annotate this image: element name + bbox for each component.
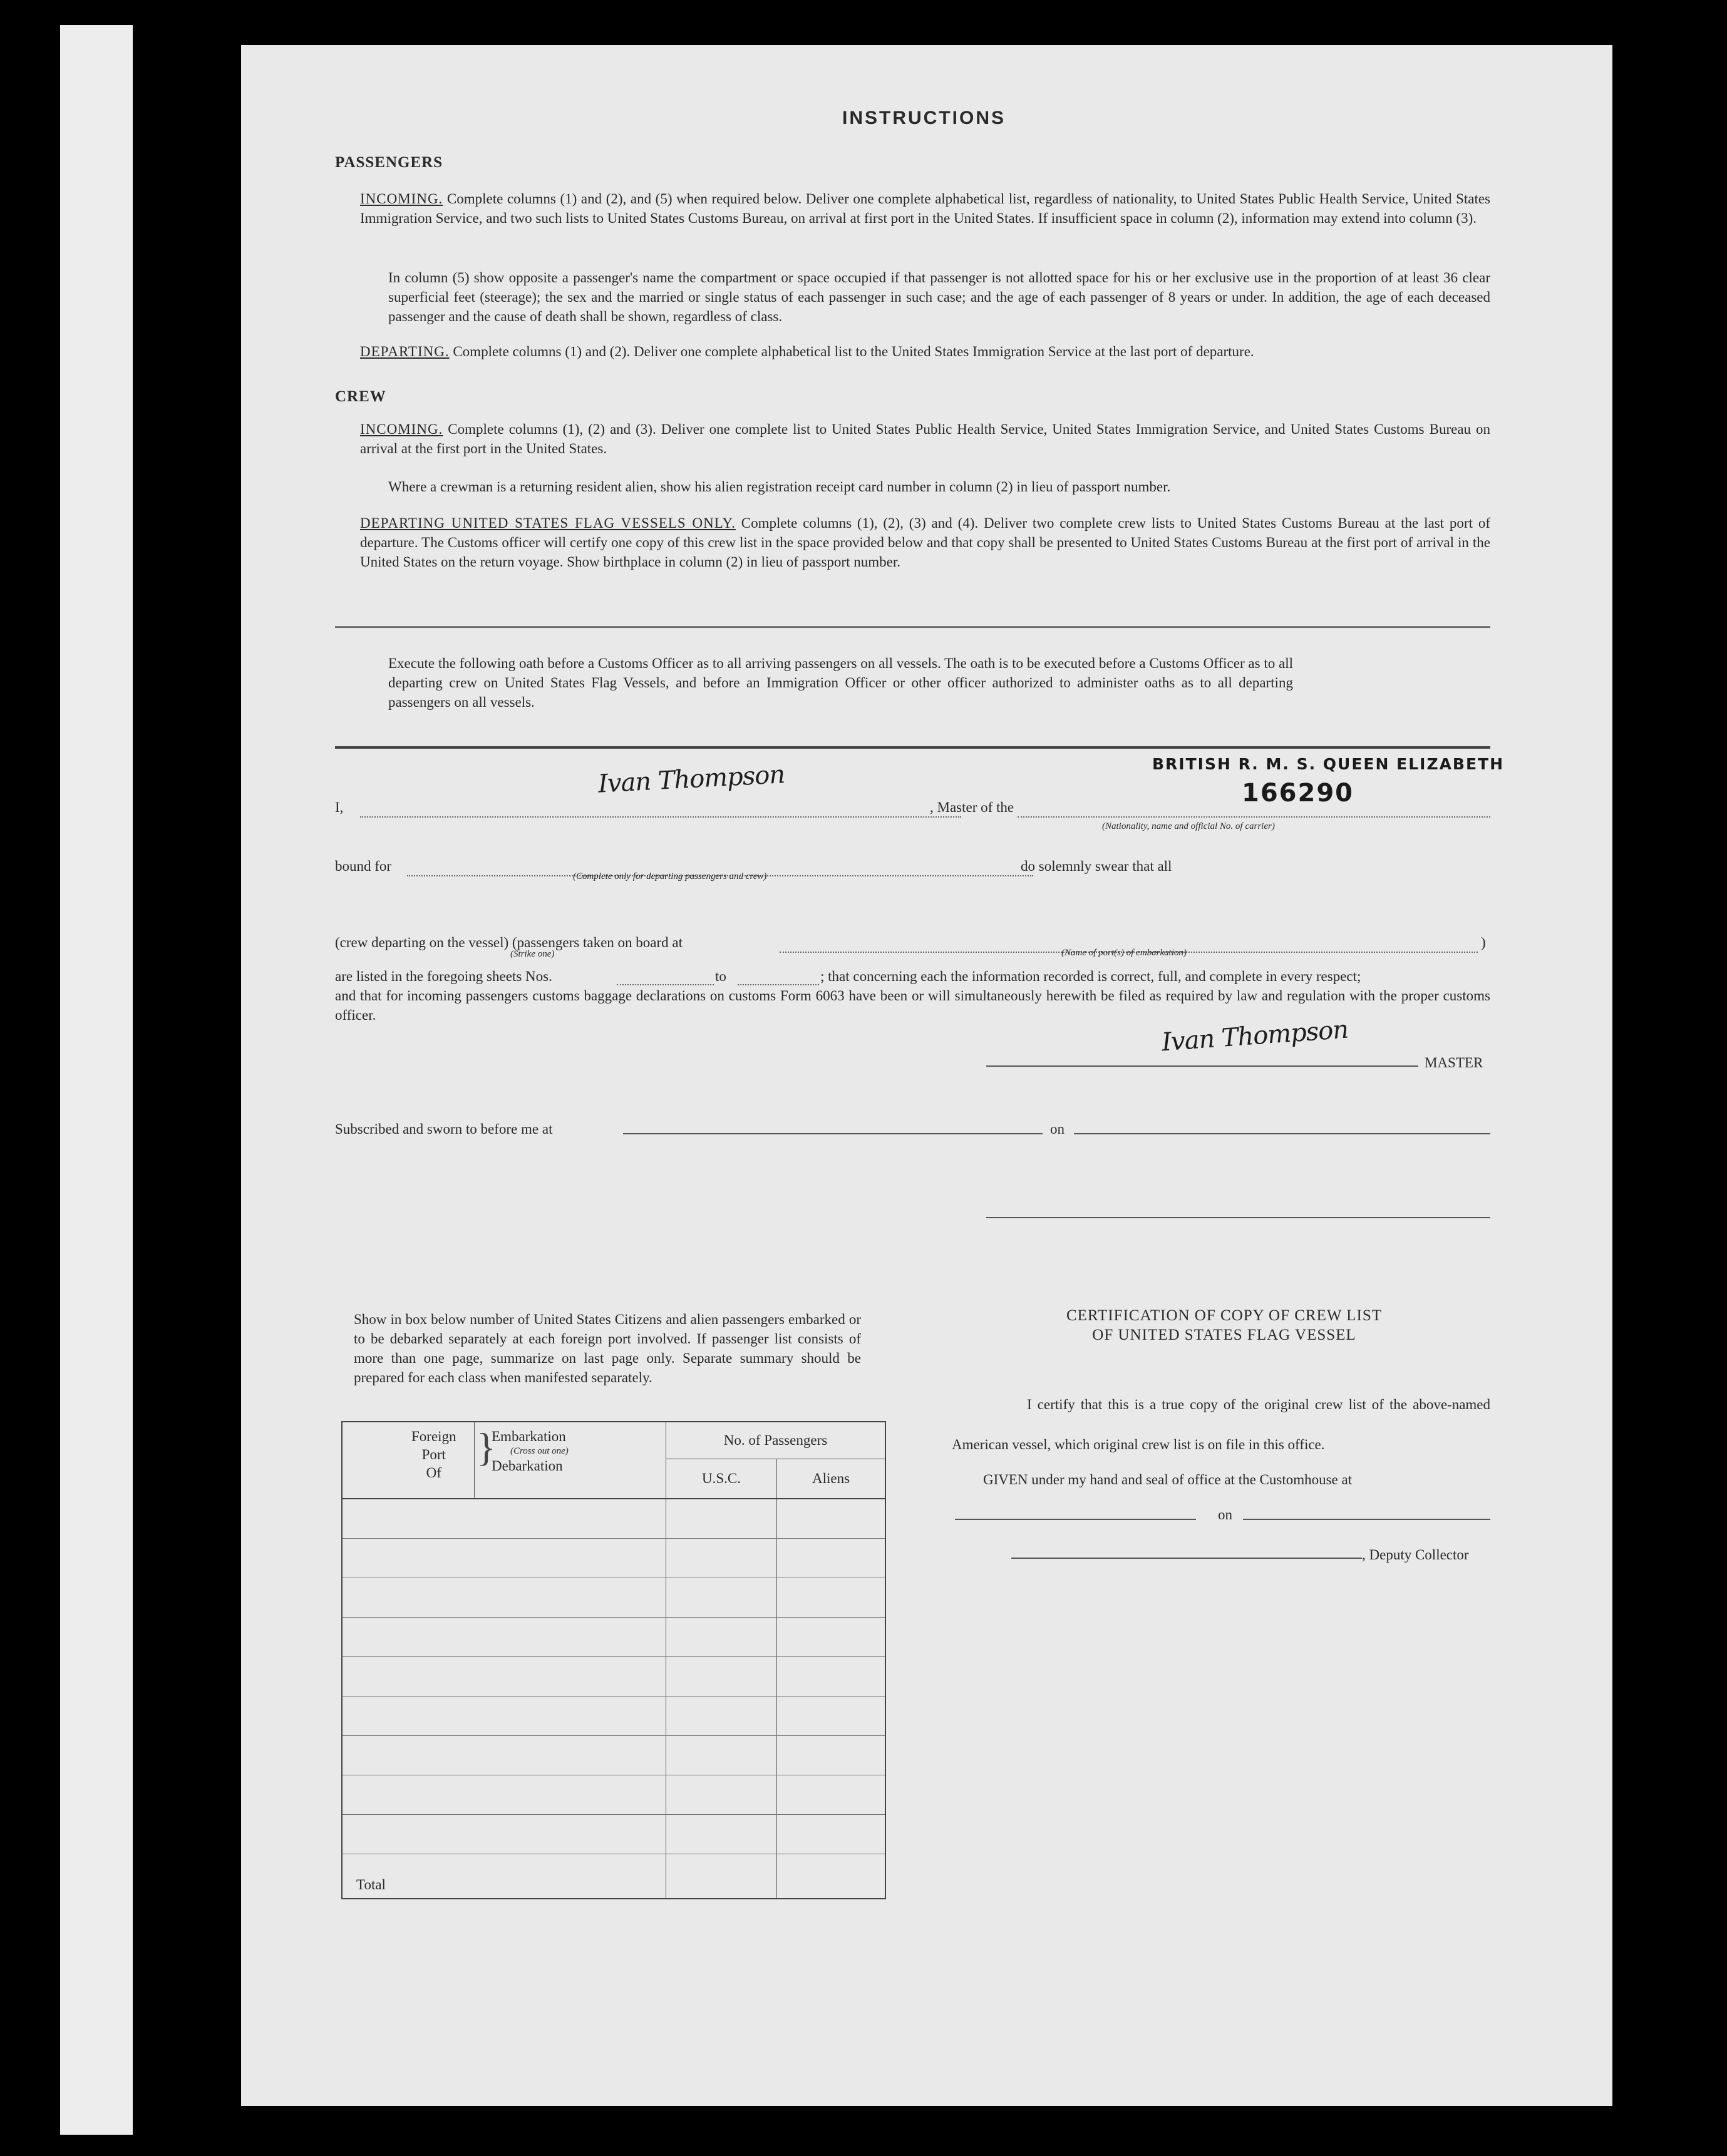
swear-text: do solemnly swear that all <box>1021 858 1172 874</box>
subscribed-text: Subscribed and sworn to before me at <box>335 1121 553 1137</box>
vessel-caption: (Nationality, name and official No. of carrier) <box>1102 821 1275 831</box>
summary-brace: } <box>477 1425 496 1469</box>
crew-departing-text: (crew departing on the vessel) (passengers taken on board at <box>335 935 683 950</box>
master-of-label: , Master of the <box>930 799 1014 815</box>
summary-table-row <box>342 1539 885 1578</box>
summary-table-row <box>342 1618 885 1657</box>
summary-usc-header: U.S.C. <box>666 1459 777 1499</box>
passengers-incoming-paragraph <box>360 189 1490 228</box>
summary-table-row <box>342 1736 885 1775</box>
summary-debarkation-label: Debarkation <box>492 1458 563 1474</box>
subscribed-on-line <box>1074 1133 1490 1134</box>
crew-departing-text: Complete columns (1), (2), (3) and (4). Deliver two complete crew lists to United States Customs Bureau at the last port of departure. The Customs officer will certify one copy of this crew list in the space provided below and that copy shall be presented to United States Customs Bureau at the first port of arrival in the United States on the return voyage. Show birthplace in column (2) in lieu of passport number. <box>360 515 1491 570</box>
document-page <box>241 45 1612 2106</box>
oath-divider <box>335 746 1490 749</box>
passengers-incoming-text: Complete columns (1) and (2), and (5) when required below. Deliver one complete alphabetical list, regardless of nationality, to United States Public Health Service, United States Immigration Service, and two such lists to United States Customs Bureau, on arrival at first port in the United States. If insufficient space in column (2), information may extend into column (3). <box>360 191 1491 226</box>
film-strip-margin <box>60 25 133 2135</box>
sheets-to-label: to <box>715 968 726 984</box>
crew-incoming-lead: INCOMING. <box>360 421 443 437</box>
certification-title-line-1: CERTIFICATION OF COPY OF CREW LIST <box>1066 1307 1383 1324</box>
certification-date-line <box>1243 1519 1490 1520</box>
passenger-summary-table <box>341 1421 886 1899</box>
oath-i-label: I, <box>335 799 344 815</box>
deputy-collector-label: , Deputy Collector <box>1362 1547 1469 1563</box>
sheets-to-line <box>738 984 819 985</box>
summary-cross-out-caption: (Cross out one) <box>510 1446 569 1456</box>
summary-table-header-row <box>342 1422 885 1459</box>
passengers-heading: PASSENGERS <box>335 154 443 171</box>
summary-embarkation-label: Embarkation <box>492 1429 566 1444</box>
summary-table-row <box>342 1775 885 1815</box>
summary-port-foreign: Foreign <box>411 1429 456 1444</box>
crew-departing-paragraph <box>360 513 1490 572</box>
listed-sheets-text: are listed in the foregoing sheets Nos. <box>335 968 552 984</box>
certification-given-text: GIVEN under my hand and seal of office at the Customhouse at <box>983 1472 1353 1487</box>
subscribed-at-line <box>623 1133 1043 1134</box>
customhouse-line <box>955 1519 1196 1520</box>
certification-on-label: on <box>1218 1507 1232 1522</box>
officer-signature-line <box>986 1217 1490 1218</box>
summary-port-header <box>342 1422 569 1499</box>
master-name-signature: Ivan Thompson <box>597 760 786 799</box>
summary-port-of: Of <box>426 1465 441 1481</box>
embarkation-close-paren: ) <box>1481 935 1486 950</box>
summary-note: Show in box below number of United States Citizens and alien passengers embarked or to be debarked separately at each foreign port involved. If passenger list consists of more than one page, summarize on last page only. Separate summary should be prepared for each class when manifested separately. <box>354 1312 861 1385</box>
summary-total-label: Total <box>342 1854 666 1899</box>
summary-table-row <box>342 1657 885 1697</box>
bound-for-label: bound for <box>335 858 392 874</box>
certification-title-line-2: OF UNITED STATES FLAG VESSEL <box>1092 1327 1356 1343</box>
vessel-line <box>1018 816 1490 818</box>
subscribed-on-label: on <box>1050 1121 1065 1137</box>
summary-table-row <box>342 1697 885 1736</box>
baggage-declaration-text: and that for incoming passengers customs baggage declarations on customs Form 6063 have been or will simultaneously herewith be filed as required by law and regulation with the proper customs officer. <box>335 988 1490 1023</box>
bound-for-caption: (Complete only for departing passengers and crew) <box>573 871 767 881</box>
summary-aliens-header: Aliens <box>777 1459 886 1499</box>
crew-resident-paragraph: Where a crewman is a returning resident alien, show his alien registration receipt card number in column (2) in lieu of passport number. <box>388 479 1171 495</box>
section-divider <box>335 626 1490 628</box>
master-name-line <box>360 816 961 818</box>
summary-table-row <box>342 1578 885 1618</box>
page-title: INSTRUCTIONS <box>842 108 1006 128</box>
vessel-name: BRITISH R. M. S. QUEEN ELIZABETH <box>1152 755 1505 773</box>
passengers-column5-paragraph: In column (5) show opposite a passenger's name the compartment or space occupied if that passenger is not allotted space for his or her exclusive use in the proportion of at least 36 clear superficial feet (steerage); the sex and the married or single status of each passenger in such case; and the age of each passenger of 8 years or under. In addition, the age of each deceased passenger and the cause of death shall be shown, regardless of class. <box>388 270 1490 324</box>
crew-heading: CREW <box>335 388 386 405</box>
vessel-official-no: 166290 <box>1242 779 1354 808</box>
passengers-incoming-lead: INCOMING. <box>360 191 443 207</box>
summary-table-total-row <box>342 1854 885 1899</box>
summary-port-port: Port <box>421 1447 446 1462</box>
passengers-departing-paragraph <box>360 342 1490 361</box>
master-signature-line <box>986 1065 1418 1067</box>
summary-table-row <box>342 1499 885 1539</box>
master-signature: Ivan Thompson <box>1160 1015 1349 1057</box>
embarkation-caption: (Name of port(s) of embarkation) <box>1061 948 1187 958</box>
concerning-text: ; that concerning each the information recorded is correct, full, and complete in every respect; <box>820 968 1361 984</box>
passengers-departing-lead: DEPARTING. <box>360 344 450 359</box>
certification-text: I certify that this is a true copy of the original crew list of the above-named American vessel, which original crew list is on file in this office. <box>952 1397 1490 1452</box>
certification-title <box>1018 1306 1431 1345</box>
summary-table-row <box>342 1815 885 1854</box>
master-label: MASTER <box>1425 1055 1483 1070</box>
crew-departing-lead: DEPARTING UNITED STATES FLAG VESSELS ONLY. <box>360 515 736 531</box>
crew-incoming-paragraph <box>360 419 1490 458</box>
summary-passengers-header: No. of Passengers <box>666 1422 886 1459</box>
strike-one-caption: (Strike one) <box>510 949 555 959</box>
sheets-from-line <box>617 984 714 985</box>
passengers-departing-text: Complete columns (1) and (2). Deliver one complete alphabetical list to the United States Immigration Service at the last port of departure. <box>453 344 1254 359</box>
crew-incoming-text: Complete columns (1), (2) and (3). Deliver one complete list to United States Public Health Service, United States Immigration Service, and United States Customs Bureau on arrival at the first port in the United States. <box>360 421 1490 456</box>
deputy-collector-signature-line <box>1011 1558 1362 1559</box>
oath-intro-paragraph: Execute the following oath before a Customs Officer as to all arriving passengers on all vessels. The oath is to be executed before a Customs Officer as to all departing crew on United States Flag Vessels, and before an Immigration Officer or other officer authorized to administer oaths as to all departing passengers on all vessels. <box>388 655 1293 710</box>
